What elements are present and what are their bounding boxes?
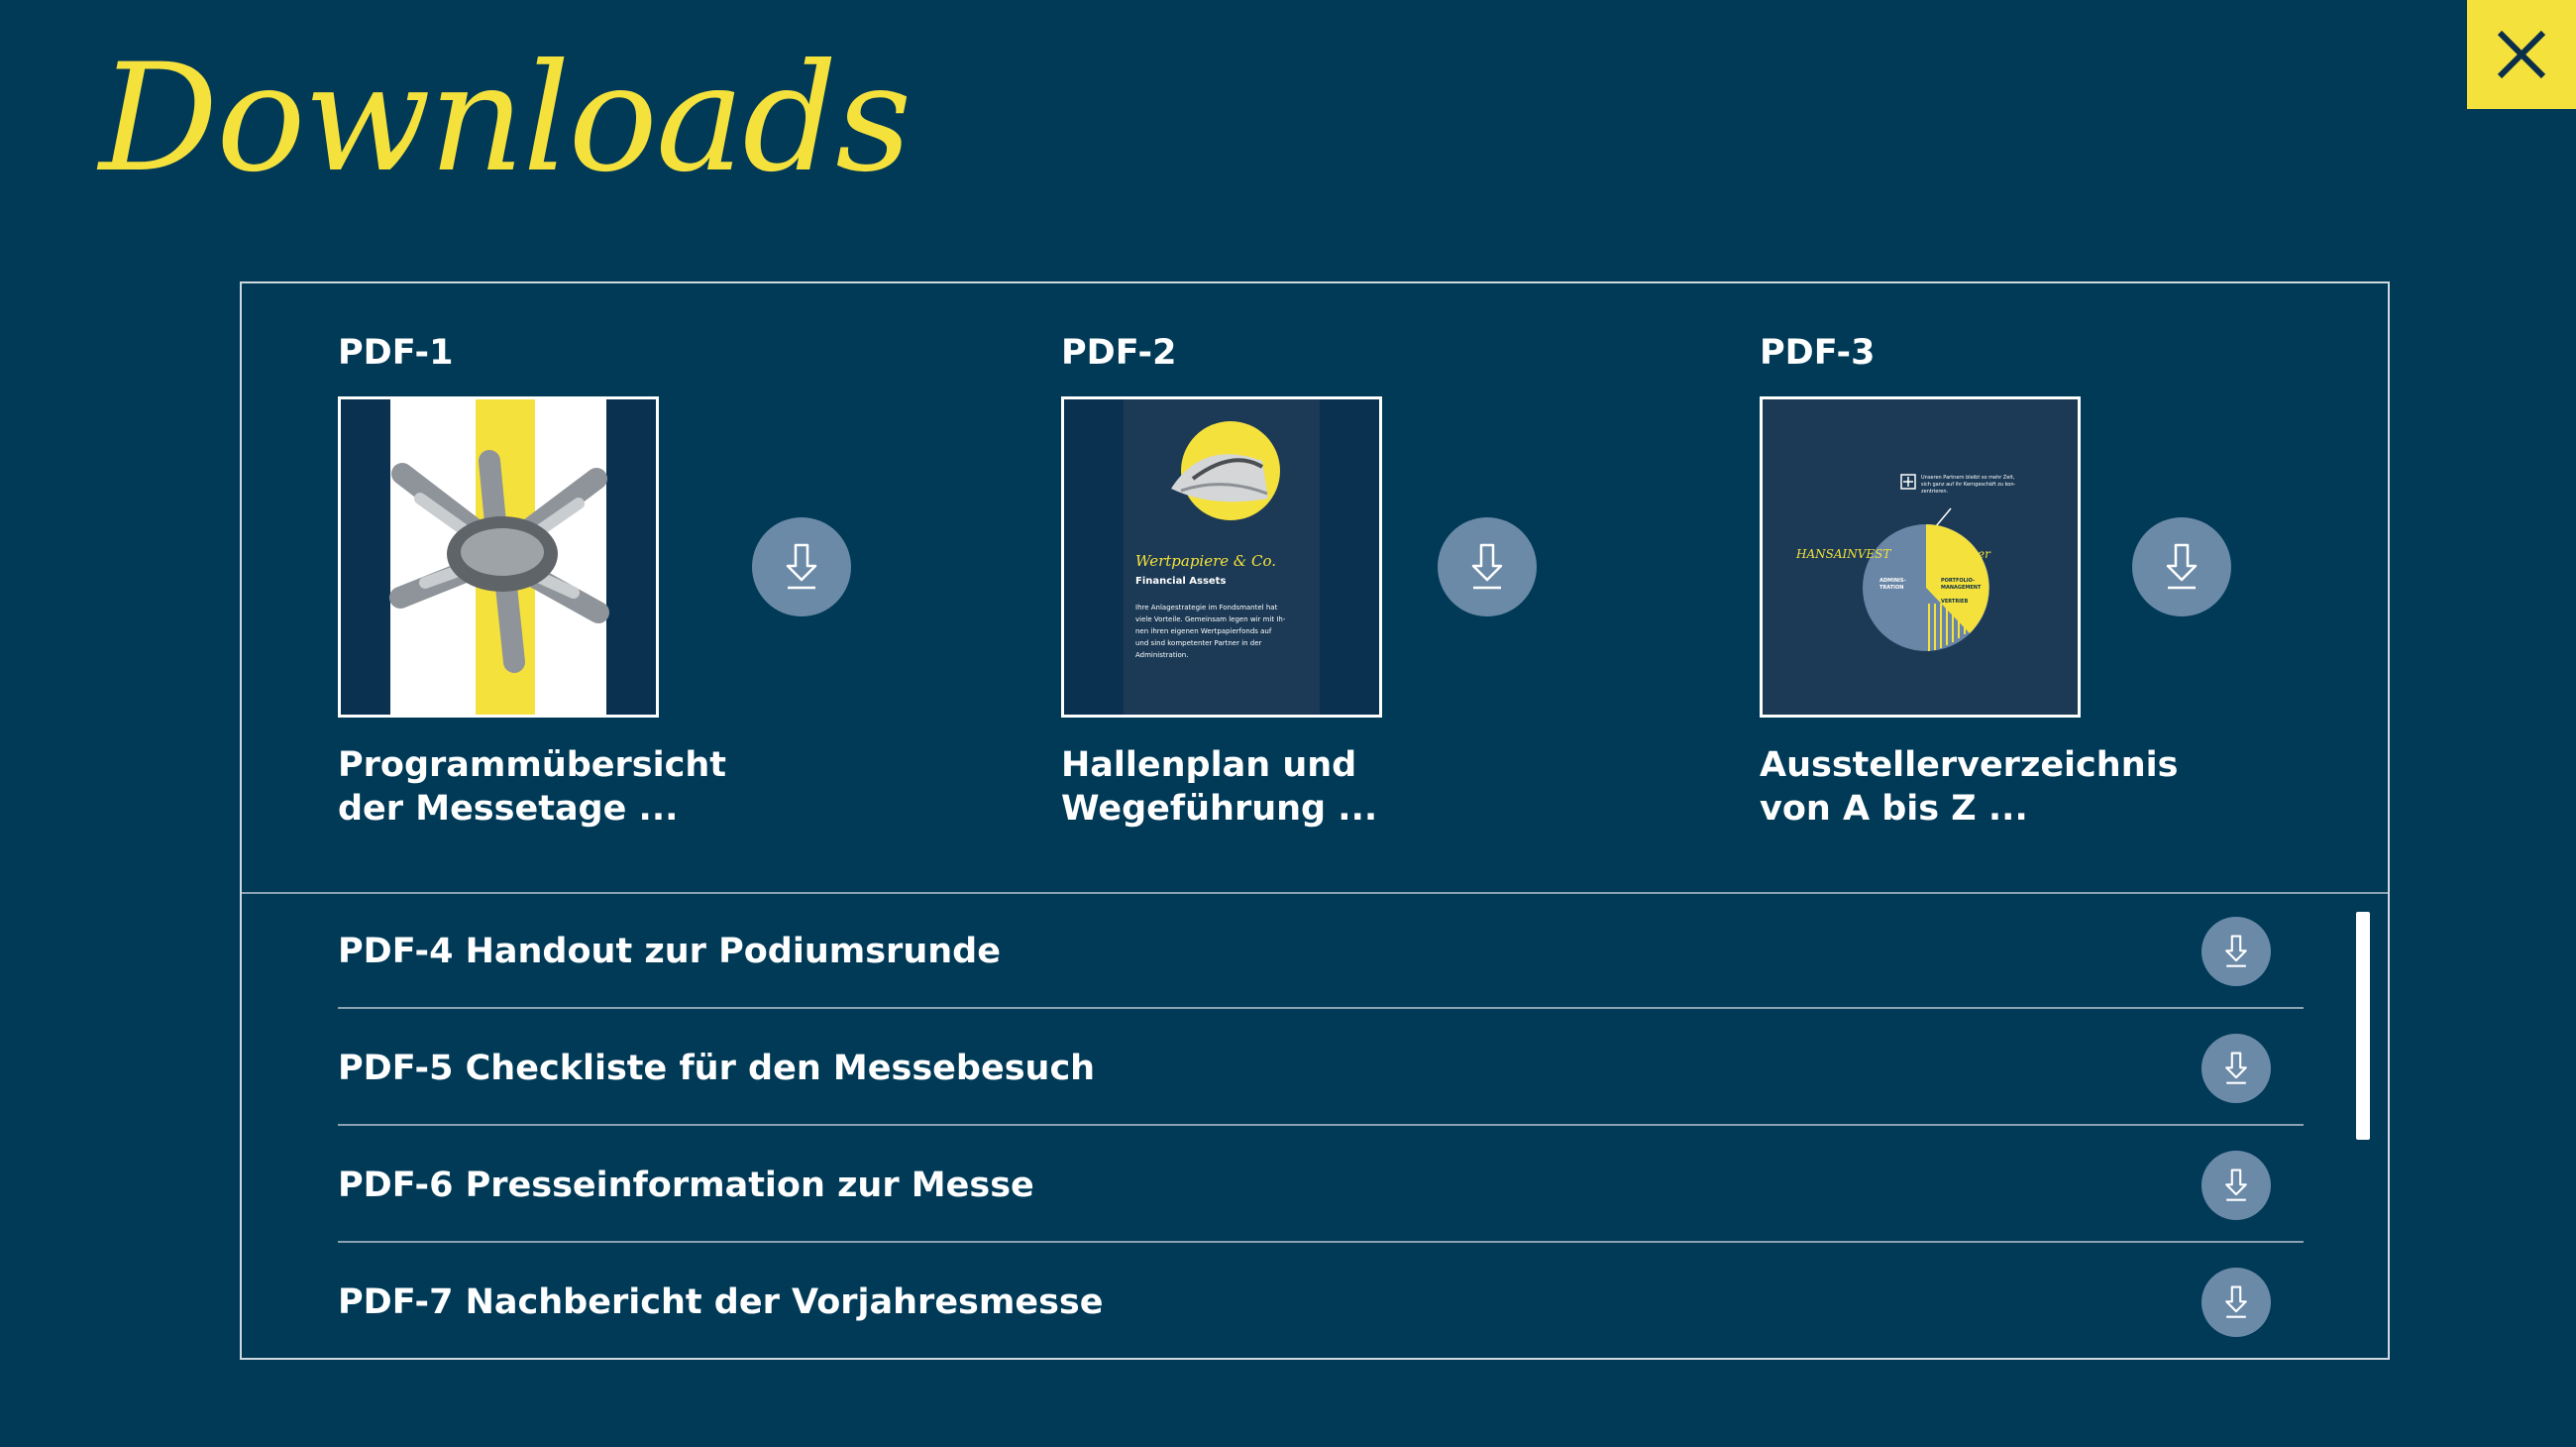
partner-diagram-image [1763,399,2078,715]
close-button[interactable] [2467,0,2576,109]
list-item [338,1126,2304,1243]
card-description-line-2: der Messetage ... [338,789,679,829]
download-arrow-icon [2222,1051,2250,1086]
downloads-panel [240,281,2390,1360]
thumb3-right-label-2: MANAGEMENT [1941,585,1982,591]
download-arrow-icon [2222,1284,2250,1320]
close-icon [2494,27,2549,82]
download-arrow-icon [1467,542,1507,592]
download-list [338,892,2304,1358]
download-button-pdf-5[interactable] [2201,1034,2271,1103]
thumb2-body-4: und sind kompetenter Partner in der [1135,639,1262,647]
page-title: Downloads [99,33,911,205]
thumb2-body-2: viele Vorteile. Gemeinsam legen wir mit Ih- [1135,615,1286,623]
pdf-1-thumbnail[interactable] [338,396,659,718]
download-button-pdf-3[interactable] [2132,517,2231,616]
thumb2-body-1: Ihre Anlagestrategie im Fondsmantel hat [1135,604,1278,612]
card-label: PDF-2 [1061,333,1177,373]
card-label: PDF-1 [338,333,454,373]
list-item-label: PDF-5 Checkliste für den Messebesuch [338,1049,1096,1088]
card-description-line-1: Programmübersicht [338,745,727,785]
thumb2-body-5: Administration. [1135,651,1189,659]
pdf-2-thumbnail[interactable] [1061,396,1382,718]
card-description [1760,743,2255,831]
download-button-pdf-6[interactable] [2201,1151,2271,1220]
list-item [338,892,2304,1009]
card-description-line-1: Hallenplan und [1061,745,1357,785]
list-item [338,1243,2304,1358]
list-item-label: PDF-7 Nachbericht der Vorjahresmesse [338,1282,1104,1322]
thumb2-body-3: nen ihren eigenen Wertpapierfonds auf [1135,627,1272,635]
card-label: PDF-3 [1760,333,1876,373]
download-arrow-icon [2222,934,2250,969]
thumb3-left-script: HANSAINVEST [1796,547,1891,561]
card-description-line-1: Ausstellerverzeichnis [1760,745,2179,785]
list-item-label: PDF-6 Presseinformation zur Messe [338,1166,1034,1205]
thumb3-note-3: zentrieren. [1921,489,1949,495]
thumb2-script: Wertpapiere & Co. [1135,552,1277,570]
thumb3-left-label-2: TRATION [1879,585,1904,591]
thumb2-heading: Financial Assets [1135,576,1227,587]
list-scrollbar[interactable] [2356,912,2370,1140]
download-arrow-icon [2222,1168,2250,1203]
thumb3-note-2: sich ganz auf ihr Kerngeschäft zu kon- [1921,482,2016,488]
thumb3-left-label-1: ADMINIS- [1879,578,1906,584]
list-item [338,1009,2304,1126]
pdf-3-thumbnail[interactable] [1760,396,2081,718]
featured-downloads [242,283,2388,894]
download-button-pdf-4[interactable] [2201,917,2271,986]
thumb3-note-1: Unseren Partnern bleibt so mehr Zeit, [1921,475,2015,481]
download-button-pdf-7[interactable] [2201,1268,2271,1337]
stacked-hands-image [341,399,656,715]
download-arrow-icon [782,542,821,592]
download-arrow-icon [2162,542,2201,592]
thumb3-right-script: Partner [1945,547,1990,561]
list-item-label: PDF-4 Handout zur Podiumsrunde [338,932,1001,971]
thumb3-bottom-label: VERTRIEB [1941,599,1969,605]
thumb3-right-label-1: PORTFOLIO- [1941,578,1976,584]
download-button-pdf-1[interactable] [752,517,851,616]
card-description-line-2: Wegeführung ... [1061,789,1378,829]
card-description [338,743,833,831]
financial-assets-page-image [1064,399,1379,715]
card-description [1061,743,1556,831]
card-description-line-2: von A bis Z ... [1760,789,2028,829]
download-button-pdf-2[interactable] [1438,517,1537,616]
